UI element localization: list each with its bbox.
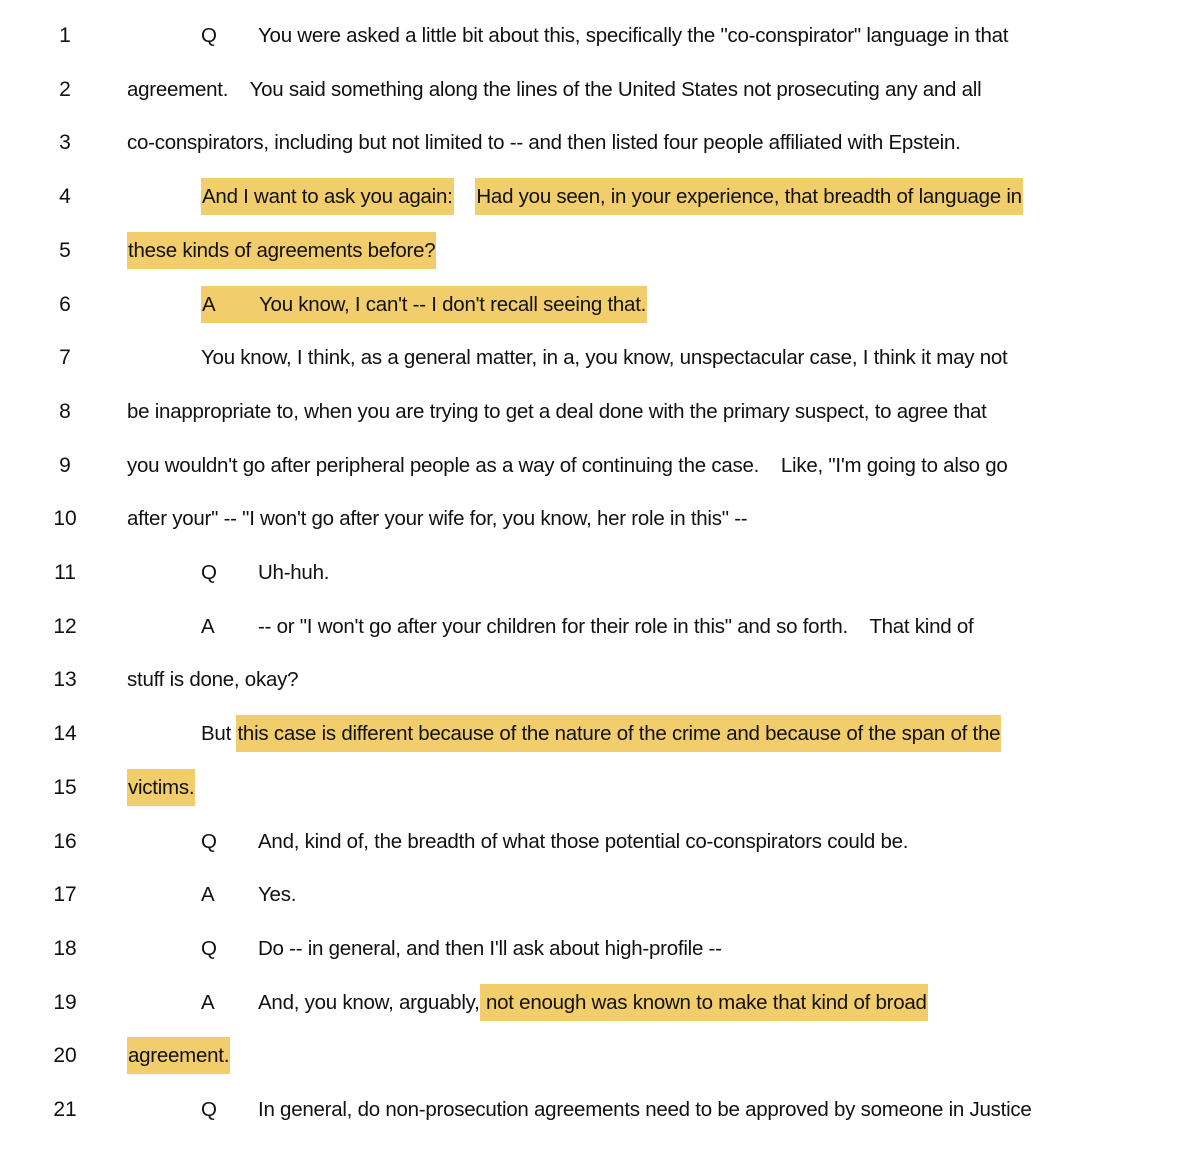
line-number: 6 [59,292,71,316]
text-segment: And, kind of, the breadth of what those potential co-conspirators could be. [258,829,909,853]
line-text [201,815,908,869]
text-segment: co-conspirators, including but not limited to -- and then listed four people affiliated with Epstein. [127,131,961,155]
transcript-line [0,829,1200,891]
line-text [127,385,987,439]
line-text [201,170,1023,224]
answer-marker: A [201,990,215,1014]
highlighted-text: not enough was known to make that kind of broad [480,984,928,1021]
text-segment: But [201,722,237,746]
text-segment: Do -- in general, and then I'll ask about high-profile -- [258,936,722,960]
line-text [201,278,647,332]
highlighted-passage [201,286,647,323]
line-text [127,224,436,278]
line-text [127,439,1008,493]
text-segment: stuff is done, okay? [127,668,299,692]
highlighted-text: this case is different because of the nature of the crime and because of the span of the [236,715,1001,752]
question-marker: Q [201,1098,217,1121]
line-text [201,546,329,600]
line-number: 1 [59,24,71,47]
line-number: 8 [59,399,71,423]
line-text [127,653,298,707]
line-number: 9 [59,453,71,477]
line-number: 11 [54,561,76,584]
line-number: 13 [53,668,77,692]
line-number: 3 [59,131,71,155]
line-text [201,600,973,654]
highlighted-text: these kinds of agreements before? [127,232,436,269]
line-number: 4 [59,185,71,209]
text-segment: be inappropriate to, when you are trying to get a deal done with the primary suspect, to agree that [127,399,987,423]
text-segment: -- or "I won't go after your children for their role in this" and so forth. That kind of [258,614,974,638]
highlighted-text: Had you seen, in your experience, that breadth of language in [475,178,1022,215]
text-segment: Yes. [258,883,297,907]
answer-marker: A [201,614,215,638]
highlighted-text: victims. [127,769,195,806]
highlighted-text: agreement. [127,1037,230,1074]
line-number: 21 [53,1098,77,1121]
text-segment: Uh-huh. [258,561,330,584]
line-text [201,922,722,976]
question-marker: Q [201,24,217,47]
text-segment [454,185,476,208]
line-number: 2 [59,77,71,101]
line-number: 16 [53,829,77,853]
text-segment: after your" -- "I won't go after your wife for, you know, her role in this" -- [127,507,748,531]
line-text [127,116,961,170]
transcript-line [0,1098,1200,1159]
line-number: 15 [53,775,77,799]
question-marker: Q [201,936,217,960]
highlighted-text: And I want to ask you again: [201,178,454,215]
line-number: 14 [53,722,77,746]
line-number: 10 [53,507,77,531]
text-segment: In general, do non-prosecution agreements need to be approved by someone in Justice [258,1098,1032,1121]
line-number: 18 [53,936,77,960]
text-segment: you wouldn't go after peripheral people as a way of continuing the case. Like, "I'm going to also go [127,453,1008,477]
line-number: 20 [53,1044,77,1068]
text-segment: You were asked a little bit about this, specifically the "co-conspirator" language in that [258,24,1009,47]
line-text [127,761,195,815]
line-text [201,868,296,922]
line-number: 17 [53,883,77,907]
question-marker: Q [201,561,217,584]
transcript-line [0,507,1200,568]
line-text [127,1029,230,1083]
answer-marker: A [201,883,215,907]
line-text [201,976,928,1030]
answer-marker: A [202,292,216,316]
line-number: 19 [53,990,77,1014]
question-marker: Q [201,829,217,853]
line-number: 7 [59,346,71,370]
text-segment: You know, I think, as a general matter, in a, you know, unspectacular case, I think it may not [201,346,1008,370]
text-segment: And, you know, arguably, [258,990,480,1014]
line-text [201,1083,1032,1137]
highlighted-text: You know, I can't -- I don't recall seeing that. [259,292,647,316]
line-text [127,63,981,117]
line-number: 5 [59,238,71,262]
line-text [201,331,1007,385]
line-text [127,492,747,546]
line-text [201,707,1001,761]
line-number: 12 [53,614,77,638]
line-text [201,9,1008,63]
text-segment: agreement. You said something along the lines of the United States not prosecuting any and all [127,77,982,101]
